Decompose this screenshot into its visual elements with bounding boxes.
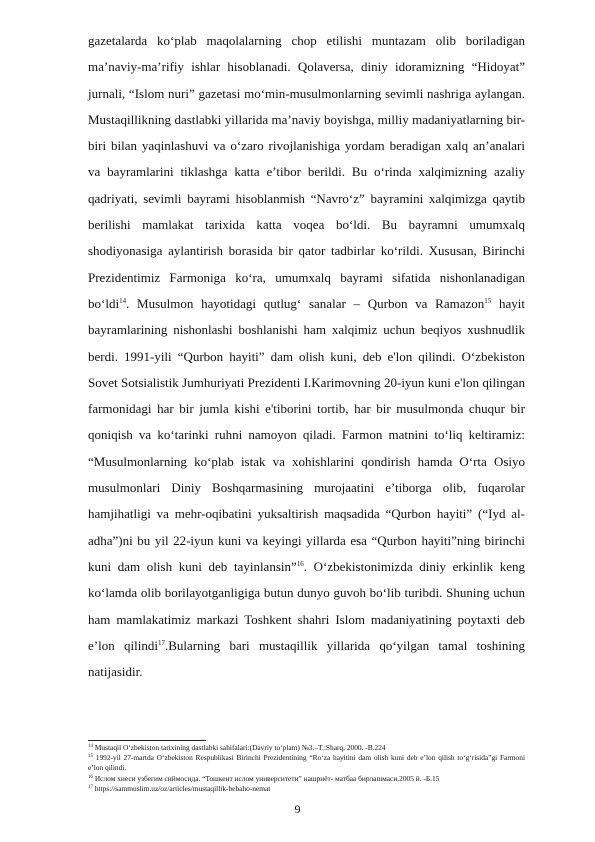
page-number: 9 [294, 802, 301, 816]
body-text-segment: . O‘zbekistonimizda diniy erkinlik keng ko‘lamda olib borilayotganligiga butun dunyo guvoh bo‘lib turibdi. Shuning uchun ham mamlakatimiz markazi Toshkent shahri Islom madaniyatining poytaxti deb e’lon qilindi [88, 558, 525, 653]
footnote-number: 16 [88, 774, 93, 780]
body-paragraph [88, 28, 525, 685]
footnote-number: 15 [88, 754, 93, 760]
footnote-divider [88, 740, 206, 741]
body-text-segment: .Bularning bari mustaqillik yillarida qo‘yilgan tamal toshining natijasidir. [88, 637, 525, 680]
footnote-ref-17[interactable]: 17 [157, 638, 165, 647]
footnote-link[interactable]: https://sammuslim.uz/oz/articles/mustaqillik-bebaho-nemat [93, 783, 271, 793]
footnote-text: Ислом хиеси узбегим сиймосида. “Тошкент ислом университети” нашриёт- матбаа бирлашмаси.2005 й. -Б.15 [93, 773, 440, 783]
footnote-text: 1992-yil 27-martda O‘zbekiston Respublikasi Birinchi Prezidentining “Ro‘za hayitini dam olish kuni deb e’lon qilish to‘g‘risida”gi Farmoni e’lon qilindi. [88, 753, 525, 773]
footnotes [88, 743, 525, 794]
footnote-number: 14 [88, 744, 93, 749]
footnote-ref-14[interactable]: 14 [119, 296, 127, 305]
footnote-ref-16[interactable]: 16 [296, 559, 304, 568]
footnote-number: 17 [88, 784, 93, 790]
body-text-segment: hayit bayramlarining nishonlashi boshlanishi ham xalqimiz uchun beqiyos xushnudlik berdi. 1991-yili “Qurbon hayiti” dam olish kuni, deb e'lon qilindi. O‘zbekiston Sovet Sotsialistik Jumhuriyati Prezidenti I.Karimovning 20-iyun kuni e'lon qilingan farmonidagi har bir jumla kishi e'tiborini tortib, har bir musulmonda chuqur bir qoniqish va ko‘tarinki ruhni namoyon qiladi. Farmon matnini to‘liq keltiramiz: “Musulmonlarning ko‘plab istak va xohishlarini qondirish hamda O‘rta Osiyo musulmonlari Diniy Boshqarmasining murojaatini e’tiborga olib, fuqarolar hamjihatligi va mehr-oqibatini yuksaltirish maqsadida “Qurbon hayiti” (“Iyd al-adha”)ni bu yil 22-iyun kuni va keyingi yillarda esa “Qurbon hayiti”ning birinchi kuni dam olish kuni deb tayinlansin” [88, 295, 525, 574]
body-text-segment: . Musulmon hayotidagi qutlug‘ sanalar – Qurbon va Ramazon [126, 295, 485, 311]
footnote-text: Mustaqil O‘zbekiston tarixining dastlabki sahifalari:(Davriy to‘plam) №3.–T.:Sharq, 2000. -B.224 [93, 743, 386, 752]
body-text-segment: gazetalarda ko‘plab maqolalarning chop etilishi muntazam olib boriladigan ma’naviy-ma’rifiy ishlar hisoblanadi. Qolaversa, diniy idoramizning “Hidoyat” jurnali, “Islom nuri” gazetasi mo‘min-musulmonlarning sevimli nashriga aylangan. Mustaqillikning dastlabki yillarida ma’naviy boyishga, milliy madaniyatlarning bir-biri bilan yaqinlashuvi va o‘zaro rivojlanishiga yordam beradigan xalq an’analari va bayramlarini tiklashga katta e’tibor berildi. Bu o‘rinda xalqimizning azaliy qadriyati, sevimli bayrami hisoblanmish “Navro‘z” bayramini xalqimizga qaytib berilishi mamlakat tarixida katta voqea bo‘ldi. Bu bayramni umumxalq shodiyonasiga aylantirish borasida bir qator tadbirlar ko‘rildi. Xususan, Birinchi Prezidentimiz Farmoniga ko‘ra, umumxalq bayrami sifatida nishonlanadigan bo‘ldi [88, 33, 525, 311]
footnote-ref-15[interactable]: 15 [484, 296, 492, 305]
footnote-14 [88, 743, 525, 753]
main-text [88, 28, 525, 685]
footnote-15 [88, 753, 525, 773]
footnote-17[interactable] [88, 784, 525, 794]
footnote-16 [88, 774, 525, 784]
